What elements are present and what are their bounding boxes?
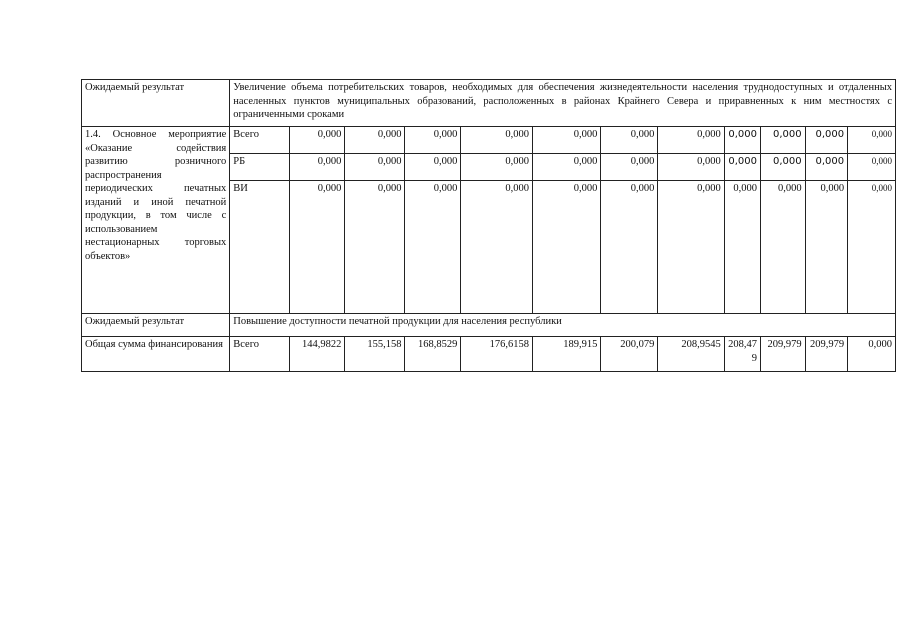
value-cell: 0,000	[805, 154, 848, 181]
total-row	[82, 337, 896, 372]
value-cell: 209,979	[805, 337, 848, 372]
value-cell: 0,000	[532, 181, 600, 314]
measure-name: 1.4. Основное мероприятие «Оказание содействия развитию розничного распространения периодических печатных изданий и иной печатной продукции, в том числе с использованием нестационарных торговых объектов»	[82, 127, 230, 314]
value-cell: 0,000	[405, 154, 461, 181]
value-cell: 0,000	[658, 181, 724, 314]
value-cell: 144,9822	[290, 337, 345, 372]
value-cell: 0,000	[345, 181, 405, 314]
value-cell: 0,000	[805, 181, 848, 314]
value-cell: 0,000	[601, 181, 658, 314]
expected-result-row-2	[82, 314, 896, 337]
source-label: ВИ	[230, 181, 290, 314]
value-cell: 208,9545	[658, 337, 724, 372]
value-cell: 0,000	[405, 181, 461, 314]
expected-result-label: Ожидаемый результат	[82, 80, 230, 127]
value-cell: 155,158	[345, 337, 405, 372]
value-cell: 0,000	[724, 154, 760, 181]
value-cell: 0,000	[405, 127, 461, 154]
value-cell: 208,479	[724, 337, 760, 372]
expected-result-row-1	[82, 80, 896, 127]
value-cell: 0,000	[461, 154, 533, 181]
value-cell: 0,000	[345, 127, 405, 154]
value-cell: 0,000	[848, 154, 896, 181]
value-cell: 0,000	[848, 127, 896, 154]
value-cell: 0,000	[601, 127, 658, 154]
source-label: РБ	[230, 154, 290, 181]
value-cell: 0,000	[461, 127, 533, 154]
expected-result-text: Повышение доступности печатной продукции для населения республики	[230, 314, 896, 337]
value-cell: 0,000	[658, 127, 724, 154]
measure-row-total	[82, 127, 896, 154]
value-cell: 168,8529	[405, 337, 461, 372]
value-cell: 0,000	[532, 127, 600, 154]
value-cell: 0,000	[724, 181, 760, 314]
value-cell: 0,000	[724, 127, 760, 154]
value-cell: 209,979	[761, 337, 806, 372]
value-cell: 0,000	[290, 127, 345, 154]
value-cell: 176,6158	[461, 337, 533, 372]
value-cell: 0,000	[658, 154, 724, 181]
financing-table	[81, 79, 896, 372]
source-label: Всего	[230, 127, 290, 154]
value-cell: 0,000	[461, 181, 533, 314]
value-cell: 0,000	[805, 127, 848, 154]
value-cell: 0,000	[761, 154, 806, 181]
value-cell: 0,000	[345, 154, 405, 181]
value-cell: 0,000	[290, 181, 345, 314]
value-cell: 0,000	[761, 181, 806, 314]
value-cell: 0,000	[290, 154, 345, 181]
value-cell: 0,000	[848, 181, 896, 314]
value-cell: 0,000	[532, 154, 600, 181]
total-label: Общая сумма финансирования	[82, 337, 230, 372]
value-cell: 189,915	[532, 337, 600, 372]
expected-result-text: Увеличение объема потребительских товаров, необходимых для обеспечения жизнедеятельности населения труднодоступных и отдаленных населенных пунктов муниципальных образований, расположенных в районах Крайнего Севера и приравненных к ним местностях с ограниченными сроками	[230, 80, 896, 127]
value-cell: 0,000	[601, 154, 658, 181]
value-cell: 0,000	[848, 337, 896, 372]
source-label: Всего	[230, 337, 290, 372]
value-cell: 0,000	[761, 127, 806, 154]
value-cell: 200,079	[601, 337, 658, 372]
expected-result-label: Ожидаемый результат	[82, 314, 230, 337]
